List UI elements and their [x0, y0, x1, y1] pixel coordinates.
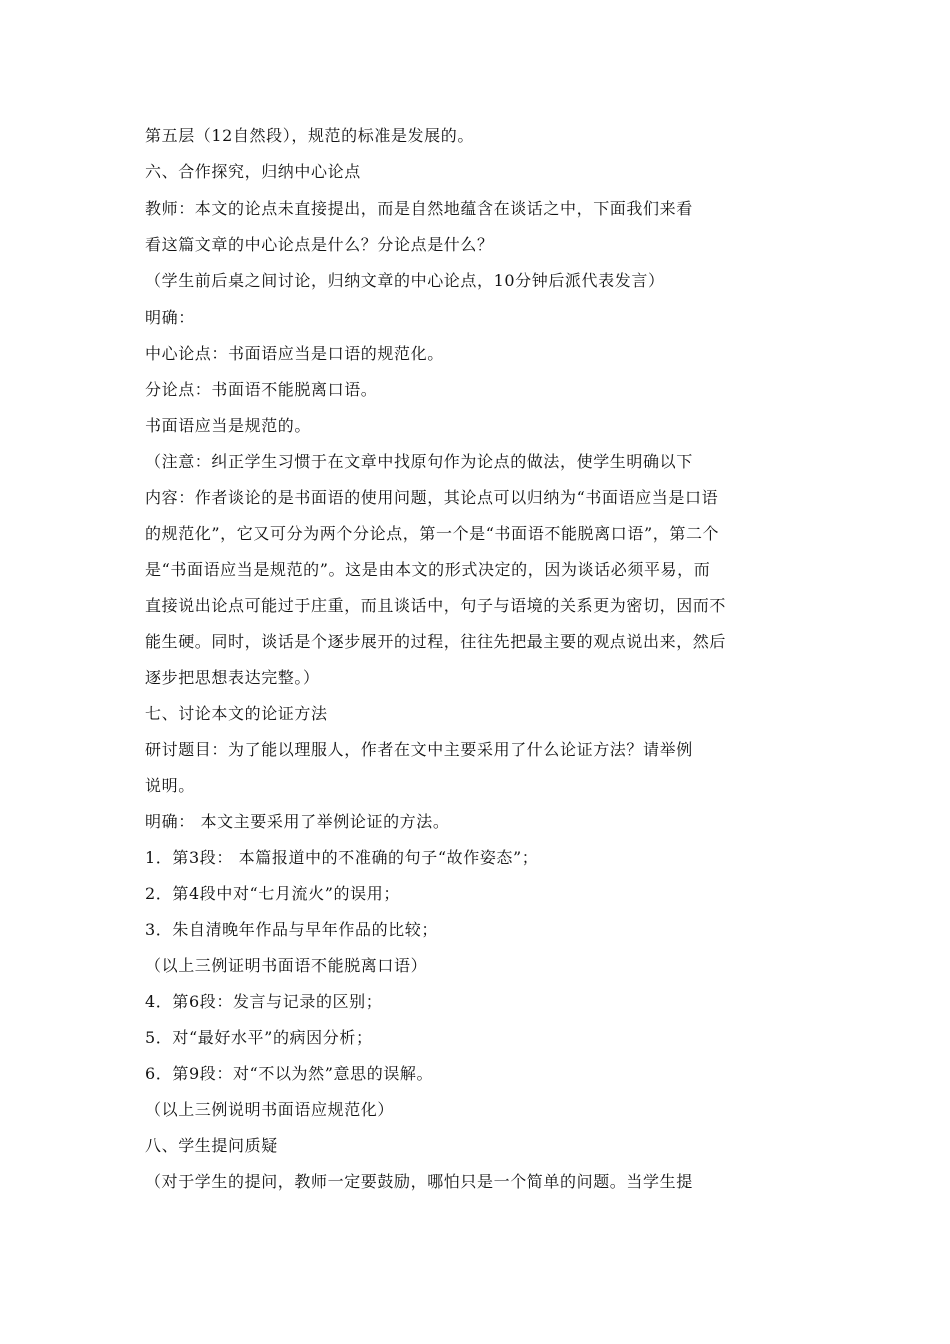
- list-item-3: 3．朱自清晚年作品与早年作品的比较；: [145, 920, 438, 939]
- text-line-15: 能生硬。同时，谈话是个逐步展开的过程，往往先把最主要的观点说出来，然后: [145, 632, 727, 651]
- list-note-1: （以上三例证明书面语不能脱离口语）: [145, 956, 428, 975]
- list-item-5: 5．对“最好水平”的病因分析；: [145, 1028, 373, 1047]
- text-line-4: 看这篇文章的中心论点是什么？分论点是什么？: [145, 235, 494, 254]
- list-note-2: （以上三例说明书面语应规范化）: [145, 1100, 395, 1119]
- text-line-30: （对于学生的提问，教师一定要鼓励，哪怕只是一个简单的问题。当学生提: [145, 1172, 693, 1191]
- section-heading-6: 六、合作探究，归纳中心论点: [145, 162, 361, 181]
- text-line-18: 研讨题目：为了能以理服人，作者在文中主要采用了什么论证方法？请举例: [145, 740, 693, 759]
- text-line-1: 第五层（12自然段），规范的标准是发展的。: [145, 126, 474, 145]
- text-line-8: 分论点：书面语不能脱离口语。: [145, 380, 378, 399]
- text-line-3: 教师：本文的论点未直接提出，而是自然地蕴含在谈话之中，下面我们来看: [145, 199, 693, 218]
- text-line-12: 的规范化”，它又可分为两个分论点，第一个是“书面语不能脱离口语”，第二个: [145, 524, 720, 543]
- text-line-6: 明确：: [145, 308, 195, 327]
- text-line-7: 中心论点：书面语应当是口语的规范化。: [145, 344, 444, 363]
- section-heading-7: 七、讨论本文的论证方法: [145, 704, 328, 723]
- text-line-13: 是“书面语应当是规范的”。这是由本文的形式决定的，因为谈话必须平易，而: [145, 560, 711, 579]
- list-item-1: 1．第3段： 本篇报道中的不准确的句子“故作姿态”；: [145, 848, 539, 867]
- text-line-11: 内容：作者谈论的是书面语的使用问题，其论点可以归纳为“书面语应当是口语: [145, 488, 719, 507]
- text-line-10: （注意：纠正学生习惯于在文章中找原句作为论点的做法，使学生明确以下: [145, 452, 693, 471]
- list-item-2: 2．第4段中对“七月流火”的误用；: [145, 884, 400, 903]
- text-line-19: 说明。: [145, 776, 195, 795]
- text-line-5: （学生前后桌之间讨论，归纳文章的中心论点，10分钟后派代表发言）: [145, 271, 665, 290]
- text-line-20: 明确： 本文主要采用了举例论证的方法。: [145, 812, 450, 831]
- list-item-6: 6．第9段：对“不以为然”意思的误解。: [145, 1064, 434, 1083]
- list-item-4: 4．第6段：发言与记录的区别；: [145, 992, 383, 1011]
- text-line-16: 逐步把思想表达完整。）: [145, 668, 320, 687]
- section-heading-8: 八、学生提问质疑: [145, 1136, 278, 1155]
- text-line-9: 书面语应当是规范的。: [145, 416, 312, 435]
- text-line-14: 直接说出论点可能过于庄重，而且谈话中，句子与语境的关系更为密切，因而不: [145, 596, 727, 615]
